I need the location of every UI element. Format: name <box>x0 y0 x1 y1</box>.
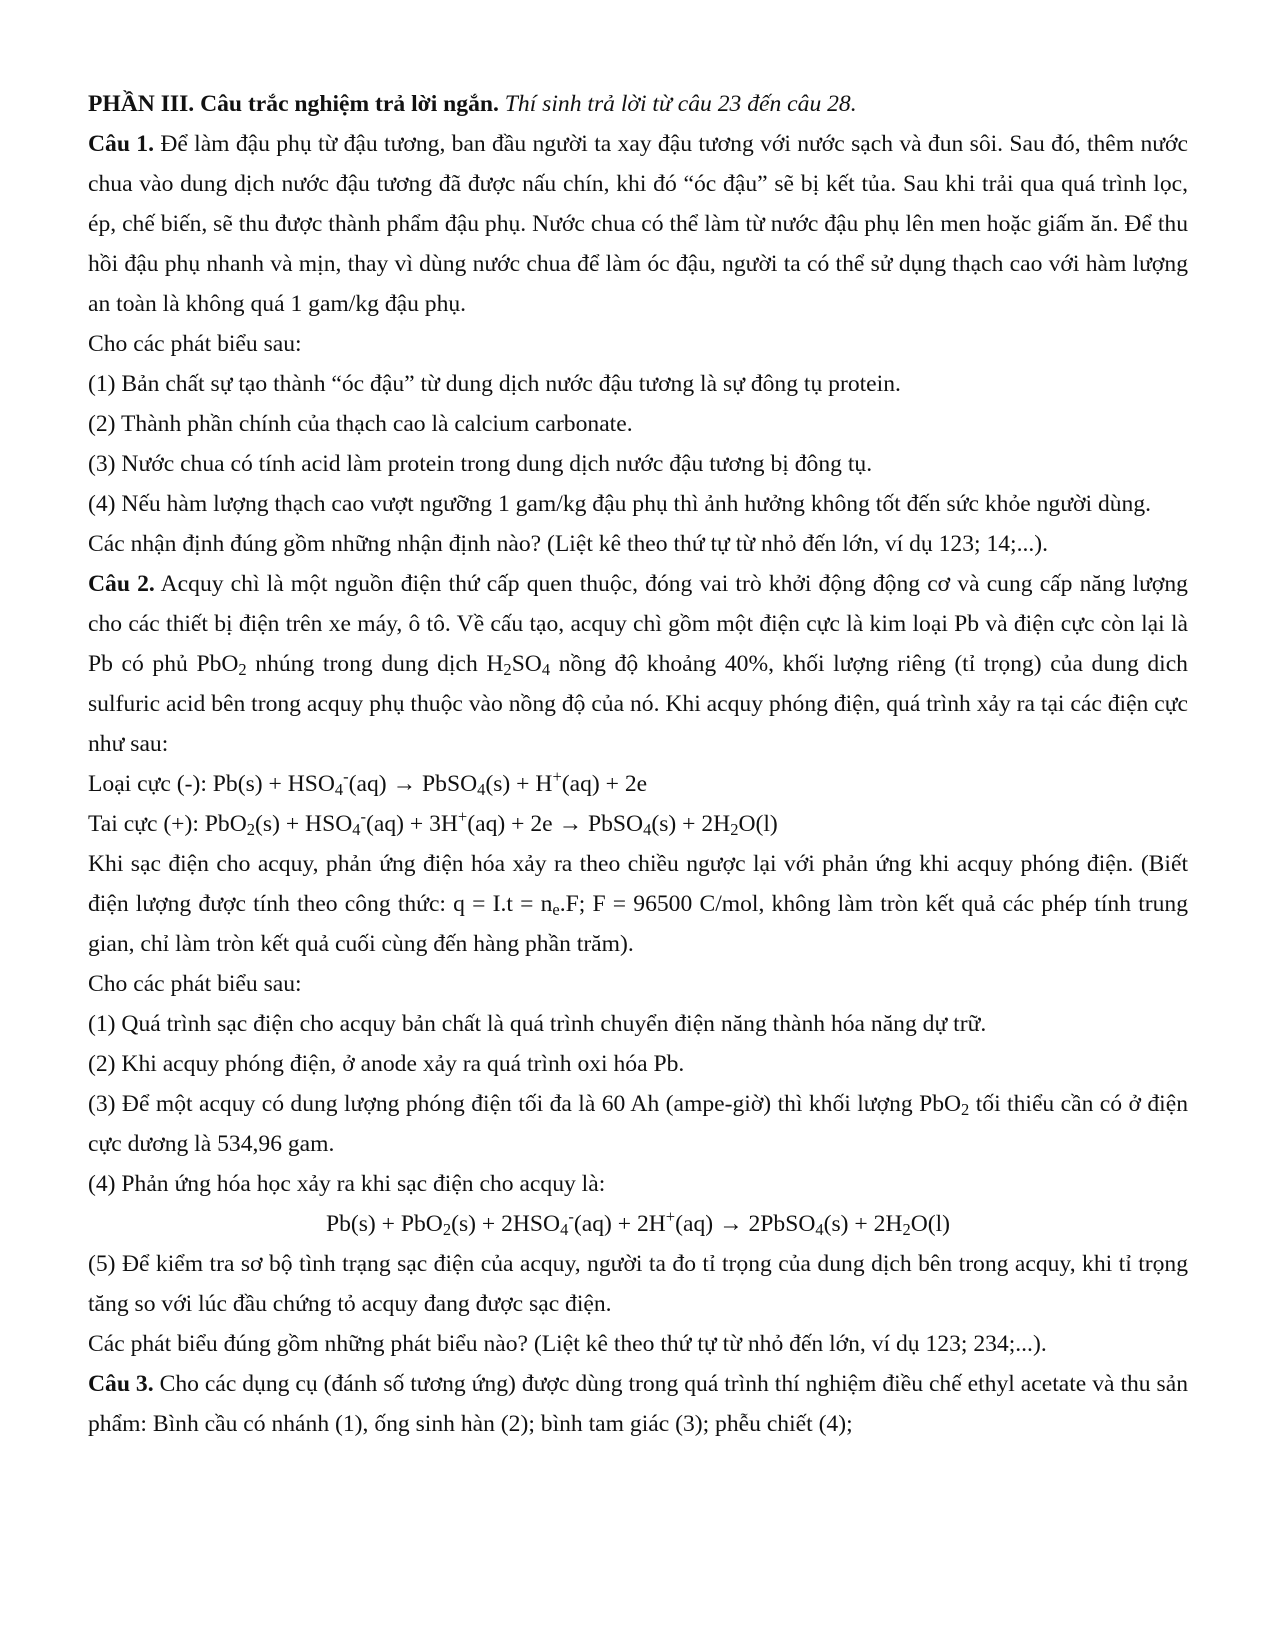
q2-statement-4: (4) Phản ứng hóa học xảy ra khi sạc điện cho acquy là: <box>88 1171 606 1197</box>
q1-statement-4: (4) Nếu hàm lượng thạch cao vượt ngưỡng 1 gam/kg đậu phụ thì ảnh hưởng không tốt đến sức khỏe người dùng. <box>88 491 1152 517</box>
q2-anode-equation: Loại cực (-): $Pb(s) + HSO_4^-(aq)$ → PbSO$_4$(s) + H+(aq) + 2e <box>88 766 648 800</box>
q1-intro: Câu 1. Để làm đậu phụ từ đậu tương, ban đầu người ta xay đậu tương với nước sạch và đun sôi. Sau đó, thêm nước chua vào dung dịch nước đậu tương đã được nấu chín, khi đó “óc đậu” sẽ bị kết tủa. Sau khi trải qua quá trình lọc, ép, chế biến, sẽ thu được thành phẩm đậu phụ. Nước chua có thể làm từ nước đậu phụ lên men hoặc giấm ăn. Để thu hồi đậu phụ nhanh và mịn, thay vì dùng nước chua để làm óc đậu, người ta có thể sử dụng thạch cao với hàm lượng an toàn là không quá 1 gam/kg đậu phụ. <box>88 131 1188 317</box>
q3-intro: Câu 3. Cho các dụng cụ (đánh số tương ứng) được dùng trong quá trình thí nghiệm điều chế ethyl acetate và thu sản phẩm: Bình cầu có nhánh (1), ống sinh hàn (2); bình tam giác (3); phễu chiết (4); <box>88 1371 1189 1437</box>
q2-label: Câu 2. <box>88 571 155 597</box>
q1-statement-2: (2) Thành phần chính của thạch cao là calcium carbonate. <box>88 411 633 437</box>
q1-statement-3: (3) Nước chua có tính acid làm protein trong dung dịch nước đậu tương bị đông tụ. <box>88 451 873 477</box>
q2-charging-equation: $Pb(s) + PbO_2(s) + 2HSO_4^-(aq) + 2H^+(aq)$ → 2PbSO$_4$(s) + $2H_2O(l)$ <box>325 1206 951 1240</box>
q2-statement-1: (1) Quá trình sạc điện cho acquy bản chất là quá trình chuyển điện năng thành hóa năng dự trữ. <box>88 1011 987 1037</box>
q2-intro: Câu 2. Acquy chì là một nguồn điện thứ cấp quen thuộc, đóng vai trò khởi động động cơ và cung cấp năng lượng cho các thiết bị điện trên xe máy, ô tô. Về cấu tạo, acquy chì gồm một điện cực là kim loại Pb và điện cực còn lại là Pb có phủ PbO$_2$ nhúng trong dung dịch $H_2SO_4$ nồng độ khoảng 40%, khối lượng riêng (tỉ trọng) của dung dich sulfuric acid bên trong acquy phụ thuộc vào nồng độ của nó. Khi acquy phóng điện, quá trình xảy ra tại các điện cực như sau: <box>88 571 1188 757</box>
q3-label: Câu 3. <box>88 1371 154 1397</box>
q1-label: Câu 1. <box>88 131 154 157</box>
section-title: PHẦN III. Câu trắc nghiệm trả lời ngắn. <box>88 91 499 117</box>
q2-prompt: Cho các phát biểu sau: <box>88 971 302 997</box>
q1-prompt: Cho các phát biểu sau: <box>88 331 302 357</box>
q1-question: Các nhận định đúng gồm những nhận định nào? (Liệt kê theo thứ tự từ nhỏ đến lớn, ví dụ 123; 14;...). <box>88 531 1049 557</box>
q2-charge-note: Khi sạc điện cho acquy, phản ứng điện hóa xảy ra theo chiều ngược lại với phản ứng khi acquy phóng điện. (Biết điện lượng được tính theo công thức: $q = I.t = n_e.F$; F = 96500 C/mol, không làm tròn kết quả các phép tính trung gian, chỉ làm tròn kết quả cuối cùng đến hàng phần trăm). <box>88 851 1188 957</box>
section-header <box>88 84 1188 124</box>
q2-statement-2: (2) Khi acquy phóng điện, ở anode xảy ra quá trình oxi hóa Pb. <box>88 1051 685 1077</box>
exam-page <box>88 84 1188 1444</box>
q1-statement-1: (1) Bản chất sự tạo thành “óc đậu” từ dung dịch nước đậu tương là sự đông tụ protein. <box>88 371 901 397</box>
q2-statement-3: (3) Để một acquy có dung lượng phóng điện tối đa là 60 Ah (ampe-giờ) thì khối lượng PbO$_2$ tối thiểu cần có ở điện cực dương là 534,96 gam. <box>88 1091 1188 1157</box>
q2-question: Các phát biểu đúng gồm những phát biểu nào? (Liệt kê theo thứ tự từ nhỏ đến lớn, ví dụ 123; 234;...). <box>88 1331 1047 1357</box>
q2-cathode-equation: Tai cực (+): $PbO_2(s) + HSO_4^-(aq) + 3H^+(aq) + 2e$ → PbSO$_4$(s) + $2H_2O(l)$ <box>88 806 778 840</box>
q2-statement-5: (5) Để kiểm tra sơ bộ tình trạng sạc điện của acquy, người ta đo tỉ trọng của dung dịch bên trong acquy, khi tỉ trọng tăng so với lúc đầu chứng tỏ acquy đang được sạc điện. <box>88 1251 1188 1317</box>
section-instruction: Thí sinh trả lời từ câu 23 đến câu 28. <box>504 91 857 117</box>
